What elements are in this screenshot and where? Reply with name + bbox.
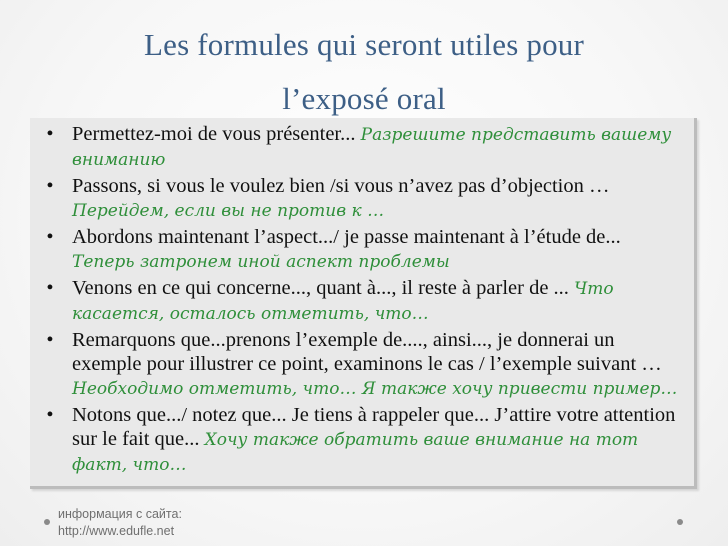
french-phrase: Notons que.../ notez que... Je tiens à rappeler que... J’attire votre attention sur le fait que...: [72, 404, 676, 450]
corner-dot-right-icon: [677, 519, 683, 525]
bullet-icon: •: [46, 175, 54, 197]
slide-title: [30, 18, 698, 126]
list-item: [40, 225, 686, 274]
russian-translation: Что касается, осталось отметить, что…: [72, 279, 614, 324]
bullet-list: [30, 118, 694, 477]
list-item: [40, 328, 686, 401]
source-footer: [58, 506, 182, 540]
french-phrase: Venons en ce qui concerne..., quant à..., il reste à parler de ...: [72, 277, 575, 299]
russian-translation: Необходимо отметить, что… Я также хочу привести пример…: [72, 379, 678, 399]
bullet-icon: •: [46, 123, 54, 145]
bullet-icon: •: [46, 329, 54, 351]
slide-title-line-2: l’exposé oral: [282, 81, 446, 116]
french-phrase: Passons, si vous le voulez bien /si vous n’avez pas d’objection …: [72, 175, 610, 197]
slide-title-line-1: Les formules qui seront utiles pour: [143, 27, 585, 62]
content-box: [30, 118, 697, 489]
bullet-icon: •: [46, 277, 54, 299]
russian-translation: Разрешите представить вашему вниманию: [72, 125, 672, 170]
french-phrase: Abordons maintenant l’aspect.../ je passe maintenant à l’étude de...: [72, 226, 621, 248]
french-phrase: Permettez-moi de vous présenter...: [72, 123, 361, 145]
bullet-icon: •: [46, 226, 54, 248]
list-item: [40, 276, 686, 326]
list-item: [40, 403, 686, 477]
russian-translation: Хочу также обратить ваше внимание на тот факт, что…: [72, 430, 639, 475]
footer-line-1: информация с сайта:: [58, 507, 182, 521]
russian-translation: Теперь затронем иной аспект проблемы: [72, 252, 450, 272]
footer-link[interactable]: http://www.edufle.net: [58, 524, 175, 538]
list-item: [40, 174, 686, 223]
bullet-icon: •: [46, 404, 54, 426]
french-phrase: Remarquons que...prenons l’exemple de...., ainsi..., je donnerai un exemple pour illustrer ce point, examinons le cas / l’exemple suivant …: [72, 329, 662, 375]
list-item: [40, 122, 686, 172]
corner-dot-left-icon: [44, 519, 50, 525]
russian-translation: Перейдем, если вы не против к …: [72, 201, 385, 221]
